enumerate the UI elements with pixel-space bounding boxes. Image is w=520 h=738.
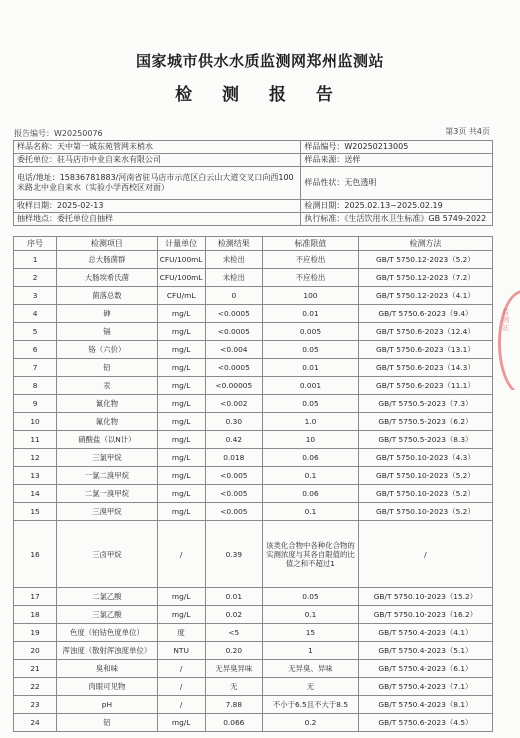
test-item: 汞 [57,377,158,395]
sample-name: 样品名称：天中第一城东苑管网末梢水 [14,141,301,154]
test-result: 0.20 [205,642,262,660]
unit: CFU/100mL [157,251,205,269]
unit: mg/L [157,395,205,413]
table-row [14,467,493,485]
standard-limit: 无异臭、异味 [263,660,359,678]
standard-limit: 0.1 [263,606,359,624]
test-method: GB/T 5750.6-2023（9.4） [358,305,492,323]
standard-limit: 0.1 [263,503,359,521]
unit: NTU [157,642,205,660]
standard-limit: 0.001 [263,377,359,395]
row-number: 10 [14,413,57,431]
unit: mg/L [157,503,205,521]
test-item: 总大肠菌群 [57,251,158,269]
test-item: 三氯乙酸 [57,606,158,624]
standard-limit: 0.01 [263,359,359,377]
standard-limit: 0.05 [263,341,359,359]
table-row [14,624,493,642]
header-limit: 标准限值 [263,237,359,251]
report-number: 报告编号：W20250076 [14,129,103,138]
test-item: 铅 [57,359,158,377]
test-method: GB/T 5750.4-2023（4.1） [358,624,492,642]
unit: mg/L [157,467,205,485]
row-number: 3 [14,287,57,305]
test-result: <0.005 [205,485,262,503]
table-row [14,323,493,341]
standard-limit: 1 [263,642,359,660]
client: 委托单位：驻马店市中业自来水有限公司 [14,154,301,167]
standard-limit: 0.05 [263,395,359,413]
test-result: 未检出 [205,269,262,287]
test-method: GB/T 5750.5-2023（7.3） [358,395,492,413]
test-item: 三溴甲烷 [57,503,158,521]
standard-limit: 不应检出 [263,251,359,269]
row-number: 12 [14,449,57,467]
test-result: 7.88 [205,696,262,714]
standard-limit: 不应检出 [263,269,359,287]
test-result: <0.0005 [205,305,262,323]
test-result: 0.42 [205,431,262,449]
standard-limit: 无 [263,678,359,696]
unit: 度 [157,624,205,642]
row-number: 19 [14,624,57,642]
row-number: 5 [14,323,57,341]
test-item: 氟化物 [57,413,158,431]
unit: mg/L [157,431,205,449]
test-item: 肉眼可见物 [57,678,158,696]
test-date: 检测日期：2025.02.13~2025.02.19 [301,200,493,213]
row-number: 11 [14,431,57,449]
row-number: 22 [14,678,57,696]
test-method: GB/T 5750.5-2023（6.2） [358,413,492,431]
test-result: 无异臭异味 [205,660,262,678]
table-row [14,642,493,660]
standard-limit: 0.005 [263,323,359,341]
standard-limit: 10 [263,431,359,449]
unit: mg/L [157,305,205,323]
test-result: 0.39 [205,521,262,588]
test-method: GB/T 5750.6-2023（13.1） [358,341,492,359]
row-number: 18 [14,606,57,624]
test-item: 三氯甲烷 [57,449,158,467]
test-result: 0.02 [205,606,262,624]
test-item: 砷 [57,305,158,323]
test-method: GB/T 5750.6-2023（12.4） [358,323,492,341]
test-method: GB/T 5750.10-2023（4.3） [358,449,492,467]
test-result: <0.005 [205,467,262,485]
header-unit: 计量单位 [157,237,205,251]
row-number: 13 [14,467,57,485]
results-table [13,236,493,732]
page-info: 第3页 共4页 [445,127,490,136]
unit: mg/L [157,413,205,431]
header-no: 序号 [14,237,57,251]
test-method: GB/T 5750.4-2023（7.1） [358,678,492,696]
test-result: 0.066 [205,714,262,732]
test-method: GB/T 5750.4-2023（8.1） [358,696,492,714]
test-method: GB/T 5750.6-2023（4.5） [358,714,492,732]
standard-limit: 0.06 [263,449,359,467]
unit: mg/L [157,323,205,341]
seal-text: 监测站 [502,308,509,332]
test-result: 0.01 [205,588,262,606]
test-item: 大肠埃希氏菌 [57,269,158,287]
test-method: GB/T 5750.6-2023（11.1） [358,377,492,395]
table-row [14,413,493,431]
test-item: 镉 [57,323,158,341]
official-seal [498,290,520,390]
row-number: 6 [14,341,57,359]
row-number: 15 [14,503,57,521]
table-row [14,431,493,449]
standard-limit: 0.01 [263,305,359,323]
standard-limit: 不小于6.5且不大于8.5 [263,696,359,714]
standard-limit: 1.0 [263,413,359,431]
test-result: 未检出 [205,251,262,269]
row-number: 9 [14,395,57,413]
report-title: 检 测 报 告 [175,85,345,105]
unit: mg/L [157,377,205,395]
header-item: 检测项目 [57,237,158,251]
standard-limit: 0.1 [263,467,359,485]
test-item: pH [57,696,158,714]
test-method: GB/T 5750.10-2023（16.2） [358,606,492,624]
table-row [14,377,493,395]
unit: mg/L [157,359,205,377]
unit: / [157,521,205,588]
table-row [14,395,493,413]
standard-limit: 0.06 [263,485,359,503]
unit: mg/L [157,485,205,503]
test-result: 0 [205,287,262,305]
test-result: <0.00005 [205,377,262,395]
table-row [14,305,493,323]
test-result: <0.002 [205,395,262,413]
test-method: GB/T 5750.12-2023（4.1） [358,287,492,305]
sample-info-table [13,140,493,226]
test-result: 0.018 [205,449,262,467]
test-method: GB/T 5750.10-2023（5.2） [358,485,492,503]
standard-limit: 该类化合物中各种化合物的实测浓度与其各自限值的比值之和不超过1 [263,521,359,588]
sample-source: 样品来源：送样 [301,154,493,167]
table-row [14,503,493,521]
test-method: GB/T 5750.10-2023（5.2） [358,503,492,521]
test-method: / [358,521,492,588]
test-result: <0.0005 [205,323,262,341]
table-row [14,251,493,269]
row-number: 4 [14,305,57,323]
row-number: 16 [14,521,57,588]
test-item: 铬（六价） [57,341,158,359]
table-row [14,521,493,588]
test-item: 浑浊度（散射浑浊度单位） [57,642,158,660]
row-number: 14 [14,485,57,503]
test-item: 氰化物 [57,395,158,413]
sample-number: 样品编号：W20250213005 [301,141,493,154]
test-result: <0.0005 [205,359,262,377]
table-row [14,359,493,377]
test-item: 硝酸盐（以N计） [57,431,158,449]
test-item: 一氯二溴甲烷 [57,467,158,485]
test-result: 0.30 [205,413,262,431]
test-item: 三卤甲烷 [57,521,158,588]
test-item: 铝 [57,714,158,732]
test-item: 菌落总数 [57,287,158,305]
receive-date: 收样日期：2025-02-13 [14,200,301,213]
table-row [14,269,493,287]
test-method: GB/T 5750.6-2023（14.3） [358,359,492,377]
row-number: 2 [14,269,57,287]
table-row [14,714,493,732]
row-number: 20 [14,642,57,660]
standard-limit: 0.2 [263,714,359,732]
row-number: 24 [14,714,57,732]
table-row [14,678,493,696]
unit: mg/L [157,341,205,359]
test-method: GB/T 5750.4-2023（6.1） [358,660,492,678]
table-row [14,696,493,714]
test-method: GB/T 5750.10-2023（5.2） [358,467,492,485]
unit: mg/L [157,606,205,624]
header-result: 检测结果 [205,237,262,251]
test-method: GB/T 5750.10-2023（15.2） [358,588,492,606]
unit: / [157,696,205,714]
test-method: GB/T 5750.5-2023（8.3） [358,431,492,449]
test-method: GB/T 5750.4-2023（5.1） [358,642,492,660]
client-contact: 电话/地址：15836781883/河南省驻马店市示范区白云山大道交叉口向西100米路北中业自来水（实验小学西校区对面） [14,167,301,200]
sample-character: 样品性状：无色透明 [301,167,493,200]
test-item: 二氯一溴甲烷 [57,485,158,503]
standard-limit: 0.05 [263,588,359,606]
row-number: 23 [14,696,57,714]
row-number: 17 [14,588,57,606]
unit: mg/L [157,714,205,732]
standard-limit: 100 [263,287,359,305]
unit: / [157,678,205,696]
test-result: <0.005 [205,503,262,521]
executive-standard: 执行标准：《生活饮用水卫生标准》GB 5749-2022 [301,213,493,226]
sampling-location: 抽样地点：委托单位自抽样 [14,213,301,226]
organization-name: 国家城市供水水质监测网郑州监测站 [135,52,384,70]
test-method: GB/T 5750.12-2023（5.2） [358,251,492,269]
table-row [14,485,493,503]
table-row [14,588,493,606]
test-method: GB/T 5750.12-2023（7.2） [358,269,492,287]
test-result: 无 [205,678,262,696]
table-row [14,660,493,678]
table-row [14,606,493,624]
test-item: 臭和味 [57,660,158,678]
unit: mg/L [157,449,205,467]
table-row [14,287,493,305]
test-item: 二氯乙酸 [57,588,158,606]
table-row [14,341,493,359]
row-number: 1 [14,251,57,269]
header-method: 检测方法 [358,237,492,251]
row-number: 21 [14,660,57,678]
test-result: <5 [205,624,262,642]
test-item: 色度（铂钴色度单位） [57,624,158,642]
seal-ring [498,290,520,390]
unit: / [157,660,205,678]
row-number: 8 [14,377,57,395]
table-row [14,449,493,467]
unit: mg/L [157,588,205,606]
standard-limit: 15 [263,624,359,642]
unit: CFU/mL [157,287,205,305]
test-result: <0.004 [205,341,262,359]
unit: CFU/100mL [157,269,205,287]
row-number: 7 [14,359,57,377]
